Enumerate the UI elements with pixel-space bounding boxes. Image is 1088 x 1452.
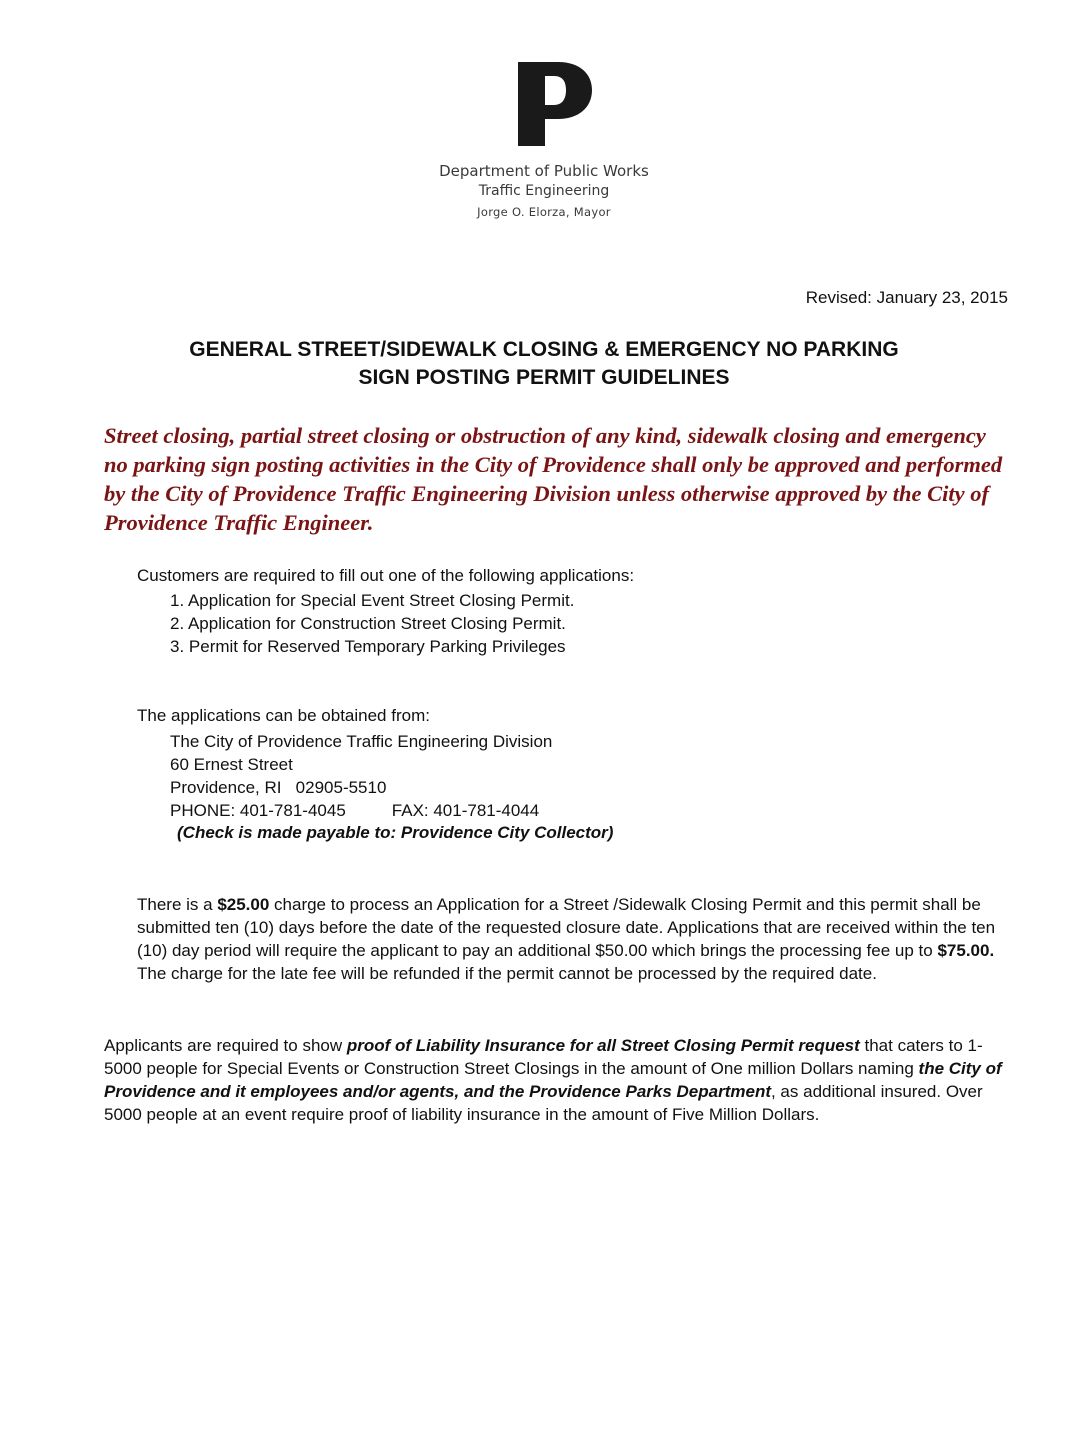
intro-statement: Street closing, partial street closing or obstruction of any kind, sidewalk closing and emergency no parking sign posting activities in the City of Providence shall only be approved and performed by the City of Providence Traffic Engineering Division unless otherwise approved by the City of Providence Traffic Engineer.	[104, 423, 1003, 535]
contact-row	[170, 799, 552, 822]
late-fee-amount: $75.00.	[937, 941, 995, 960]
check-payable-note: (Check is made payable to: Providence City Collector)	[177, 823, 614, 842]
insurance-text: , as additional insured. Over 5000 people at an event require proof of liability insurance in the amount of Five Million Dollars.	[104, 1082, 983, 1124]
insured-parties: the City of Providence and it employees and/or agents, and the Providence Parks Department	[104, 1059, 1002, 1101]
fee-amount: $25.00	[217, 895, 270, 914]
street-address: 60 Ernest Street	[170, 755, 293, 774]
fee-paragraph	[137, 893, 1017, 985]
insurance-paragraph	[104, 1034, 1004, 1126]
organization-name: The City of Providence Traffic Engineering Division	[170, 732, 553, 751]
insurance-text: that caters to 1-5000 people for Special Events or Construction Street Closings in the amount of One million Dollars naming	[104, 1036, 983, 1078]
obtain-intro: The applications can be obtained from:	[137, 706, 430, 725]
list-item: 3. Permit for Reserved Temporary Parking Privileges	[170, 637, 566, 656]
insurance-emphasis: proof of Liability Insurance for all Street Closing Permit request	[346, 1036, 860, 1055]
applications-intro: Customers are required to fill out one of the following applications:	[137, 566, 635, 585]
phone-number: PHONE: 401-781-4045	[170, 801, 346, 820]
city-state-zip: Providence, RI 02905-5510	[170, 778, 387, 797]
division-name: Traffic Engineering	[478, 183, 610, 199]
insurance-text: Applicants are required to show	[104, 1036, 347, 1055]
fax-number: FAX: 401-781-4044	[391, 801, 540, 820]
address-block	[170, 730, 552, 822]
mayor-name: Jorge O. Elorza, Mayor	[477, 205, 611, 219]
list-item: 2. Application for Construction Street Closing Permit.	[170, 614, 566, 633]
dpw-p-logo	[514, 62, 594, 146]
fee-text: charge to process an Application for a Street /Sidewalk Closing Permit and this permit shall be submitted ten (10) days before the date of the requested closure date. Applications that are received within the ten (10) day period will require the applicant to pay an additional $50.00 which brings the processing fee up to	[137, 895, 996, 960]
applications-list	[170, 589, 574, 658]
document-title-line-2: SIGN POSTING PERMIT GUIDELINES	[358, 366, 730, 389]
department-name: Department of Public Works	[439, 162, 649, 180]
document-title-line-1: GENERAL STREET/SIDEWALK CLOSING & EMERGENCY NO PARKING	[189, 338, 899, 361]
fee-text: The charge for the late fee will be refunded if the permit cannot be processed by the required date.	[137, 964, 877, 983]
list-item: 1. Application for Special Event Street Closing Permit.	[170, 591, 575, 610]
revised-date: Revised: January 23, 2015	[805, 288, 1008, 307]
fee-text: There is a	[137, 895, 218, 914]
